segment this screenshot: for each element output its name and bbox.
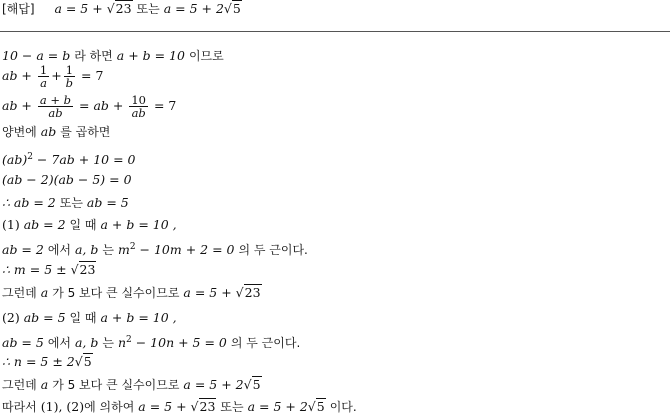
step-10-math: ∴ m = 5 ± [2,262,71,277]
step-2-rhs: = 7 [81,68,104,83]
step-8-math1: ab = 2 [23,217,66,232]
step-11-text2: 가 5 보다 큰 실수이므로 [52,286,180,300]
step-8-math2: a + b = 10 , [100,217,177,232]
step-15-math1: a [40,377,49,392]
step-16-text1: 따라서 [2,400,37,414]
step-12-text: 일 때 [69,311,97,325]
step-9-text1: 에서 [47,243,71,257]
step-16-math1: (1), (2) [40,399,85,414]
step-11 [2,286,262,300]
step-11-math1: a [40,285,49,300]
sqrt-5: √5 [74,354,92,369]
step-16-text3: 이다. [329,400,357,414]
step-9-text3: 의 두 근이다. [238,243,308,257]
step-7-or: 또는 [59,196,83,210]
step-4 [2,125,110,139]
step-13-math2: a, b [74,335,99,350]
sqrt-23: √23 [235,285,261,300]
step-1-math2: a + b = 10 [116,48,185,63]
step-9-math3b: − 10m + 2 = 0 [135,242,235,257]
step-3-mid: = ab + [79,98,128,113]
fraction-a-plus-b-over-ab: $\frac{a + b}{ab}$ [39,93,72,120]
step-5 [2,150,135,167]
step-12-math1: ab = 5 [23,310,66,325]
sqrt-5: √5 [243,377,261,392]
step-3-lhs: ab + [2,98,36,113]
step-14-math: ∴ n = 5 ± 2 [2,354,75,369]
step-7-math1: ∴ ab = 2 [2,195,56,210]
step-13-math3a: n [117,335,127,350]
step-13-text2: 는 [102,336,114,350]
sqrt-5: √5 [307,399,325,414]
step-13 [2,333,300,350]
step-13-math3b: − 10n + 5 = 0 [131,335,227,350]
step-13-text1: 에서 [47,336,71,350]
step-12-math2: a + b = 10 , [100,310,177,325]
step-16 [2,400,357,414]
step-4-text1: 양변에 [2,125,37,139]
sqrt-23: √23 [70,262,96,277]
step-4-text2: 를 곱하면 [60,125,111,139]
step-9-math3a: m [117,242,130,257]
step-11-text1: 그런데 [2,286,37,300]
step-2-lhs: ab + [2,68,36,83]
step-13-text3: 의 두 근이다. [230,336,301,350]
step-2 [2,64,103,89]
or-label: 또는 [136,2,160,16]
step-8-text: 일 때 [69,218,97,232]
case-2-number: (2) [2,310,20,325]
step-6 [2,173,132,187]
step-16-text2: 에 의하여 [84,400,135,414]
step-11-math2: a = 5 + [183,285,236,300]
step-8 [2,218,177,232]
step-15-text1: 그런데 [2,378,37,392]
answer-line [2,2,242,16]
step-15-math2: a = 5 + 2 [183,377,244,392]
step-6-math: (ab − 2)(ab − 5) = 0 [2,172,132,187]
answer-tag: [해답] [2,2,35,16]
step-3 [2,94,176,119]
step-10 [2,263,96,277]
step-13-math1: ab = 5 [2,335,44,350]
step-15 [2,378,262,392]
step-16-or: 또는 [220,400,244,414]
step-15-text2: 가 5 보다 큰 실수이므로 [52,378,180,392]
step-1-text: 라 하면 [74,49,113,63]
step-9 [2,240,308,257]
step-4-math: ab [40,124,57,139]
fraction-10-over-ab: $\frac{10}{ab}$ [131,93,146,120]
header-divider [0,31,670,32]
plus: + [51,68,62,83]
sqrt-5: √5 [223,1,241,16]
step-12 [2,311,177,325]
step-1 [2,49,224,63]
step-5-sup: 2 [27,152,33,162]
answer-expr-b: a = 5 + 2 [163,1,224,16]
fraction-1-over-b: $\frac{1}{b}$ [65,63,74,90]
step-1-math: 10 − a = b [2,48,71,63]
step-5-b: − 7ab + 10 = 0 [32,152,136,167]
step-7 [2,196,129,210]
step-13-sup: 2 [126,335,132,345]
sqrt-23: √23 [106,1,132,16]
case-1-number: (1) [2,217,20,232]
step-1-text2: 이므로 [188,49,224,63]
sqrt-23: √23 [190,399,216,414]
step-9-text2: 는 [102,243,114,257]
step-9-math2: a, b [74,242,99,257]
step-3-rhs: = 7 [153,98,177,113]
step-16-math2: a = 5 + [138,399,191,414]
step-7-math2: ab = 5 [86,195,129,210]
fraction-1-over-a: $\frac{1}{a}$ [39,63,48,90]
step-9-sup: 2 [129,242,136,252]
step-9-math1: ab = 2 [2,242,44,257]
step-14 [2,355,93,369]
answer-expr-a: a = 5 + [54,1,107,16]
step-16-math3: a = 5 + 2 [247,399,308,414]
step-5-a: (ab) [2,152,28,167]
